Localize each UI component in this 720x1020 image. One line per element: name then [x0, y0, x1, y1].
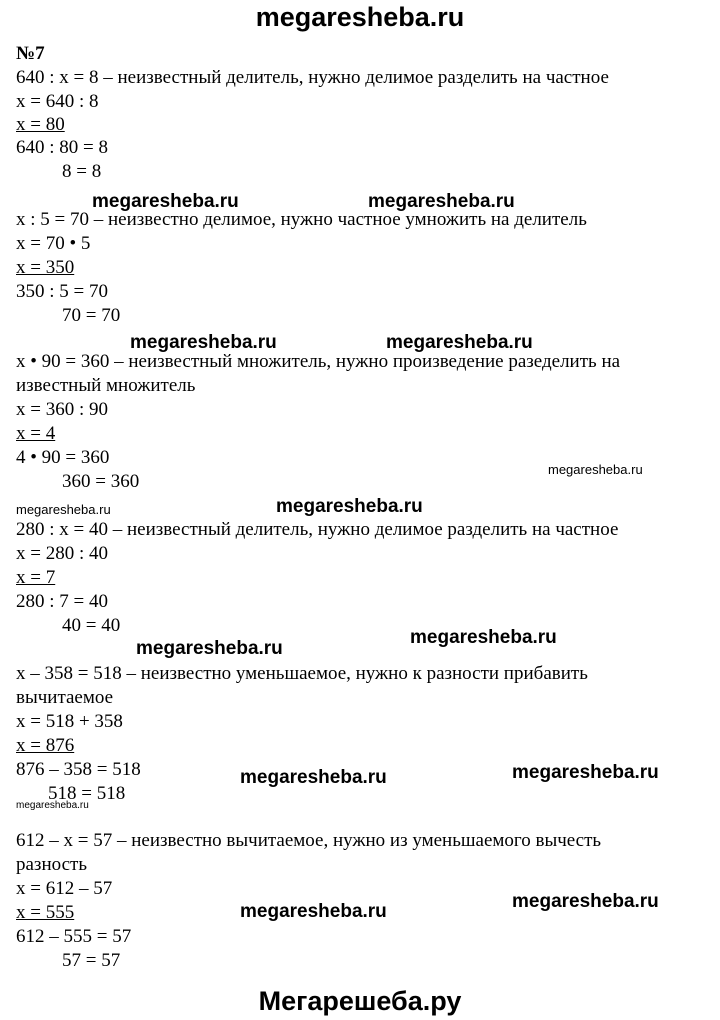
watermark: megaresheba.ru — [16, 502, 111, 517]
check-result: 57 = 57 — [62, 950, 121, 971]
watermark: megaresheba.ru — [276, 496, 423, 517]
equation-line: 280 : x = 40 – неизвестный делитель, нужно делимое разделить на частное — [16, 519, 619, 540]
solution-step: x = 612 – 57 — [16, 878, 113, 899]
check-result: 40 = 40 — [62, 615, 121, 636]
check-line: 350 : 5 = 70 — [16, 281, 108, 302]
watermark: megaresheba.ru — [368, 191, 515, 212]
equation-line: x – 358 = 518 – неизвестно уменьшаемое, нужно к разности прибавить — [16, 663, 588, 684]
check-result: 8 = 8 — [62, 161, 102, 182]
answer-line: x = 80 — [16, 114, 65, 135]
watermark: megaresheba.ru — [512, 891, 659, 912]
answer-line: x = 4 — [16, 423, 56, 444]
check-result: 360 = 360 — [62, 471, 140, 492]
solution-step: x = 360 : 90 — [16, 399, 108, 420]
equation-line: 612 – x = 57 – неизвестно вычитаемое, нужно из уменьшаемого вычесть — [16, 830, 602, 851]
check-line: 612 – 555 = 57 — [16, 926, 132, 947]
watermark: megaresheba.ru — [240, 767, 387, 788]
task-number: №7 — [16, 43, 45, 64]
check-line: 640 : 80 = 8 — [16, 137, 108, 158]
check-line: 876 – 358 = 518 — [16, 759, 141, 780]
answer-line: x = 350 — [16, 257, 75, 278]
check-line: 4 • 90 = 360 — [16, 447, 110, 468]
watermark: megaresheba.ru — [136, 638, 283, 659]
equation-line: x • 90 = 360 – неизвестный множитель, нужно произведение разеделить на — [16, 351, 621, 372]
equation-line-continued: известный множитель — [16, 375, 196, 396]
footer-site-name: Мегарешеба.ру — [258, 986, 462, 1016]
solution-step: x = 518 + 358 — [16, 711, 123, 732]
watermark: megaresheba.ru — [410, 627, 557, 648]
watermark: megaresheba.ru — [386, 332, 533, 353]
equation-line: 640 : x = 8 – неизвестный делитель, нужно делимое разделить на частное — [16, 67, 609, 88]
solution-step: x = 70 • 5 — [16, 233, 91, 254]
watermark: megaresheba.ru — [240, 901, 387, 922]
answer-line: x = 555 — [16, 902, 75, 923]
answer-line: x = 876 — [16, 735, 75, 756]
watermark: megaresheba.ru — [130, 332, 277, 353]
watermark: megaresheba.ru — [548, 462, 643, 477]
solution-step: x = 280 : 40 — [16, 543, 108, 564]
check-result: 70 = 70 — [62, 305, 121, 326]
equation-line: x : 5 = 70 – неизвестно делимое, нужно частное умножить на делитель — [16, 209, 587, 230]
solution-step: x = 640 : 8 — [16, 91, 99, 112]
equation-line-continued: разность — [16, 854, 87, 875]
header-site-name: megaresheba.ru — [255, 2, 465, 32]
check-line: 280 : 7 = 40 — [16, 591, 108, 612]
check-result: 518 = 518 — [48, 783, 126, 804]
watermark: megaresheba.ru — [92, 191, 239, 212]
answer-line: x = 7 — [16, 567, 56, 588]
watermark: megaresheba.ru — [512, 762, 659, 783]
equation-line-continued: вычитаемое — [16, 687, 114, 708]
watermark: megaresheba.ru — [16, 800, 89, 811]
